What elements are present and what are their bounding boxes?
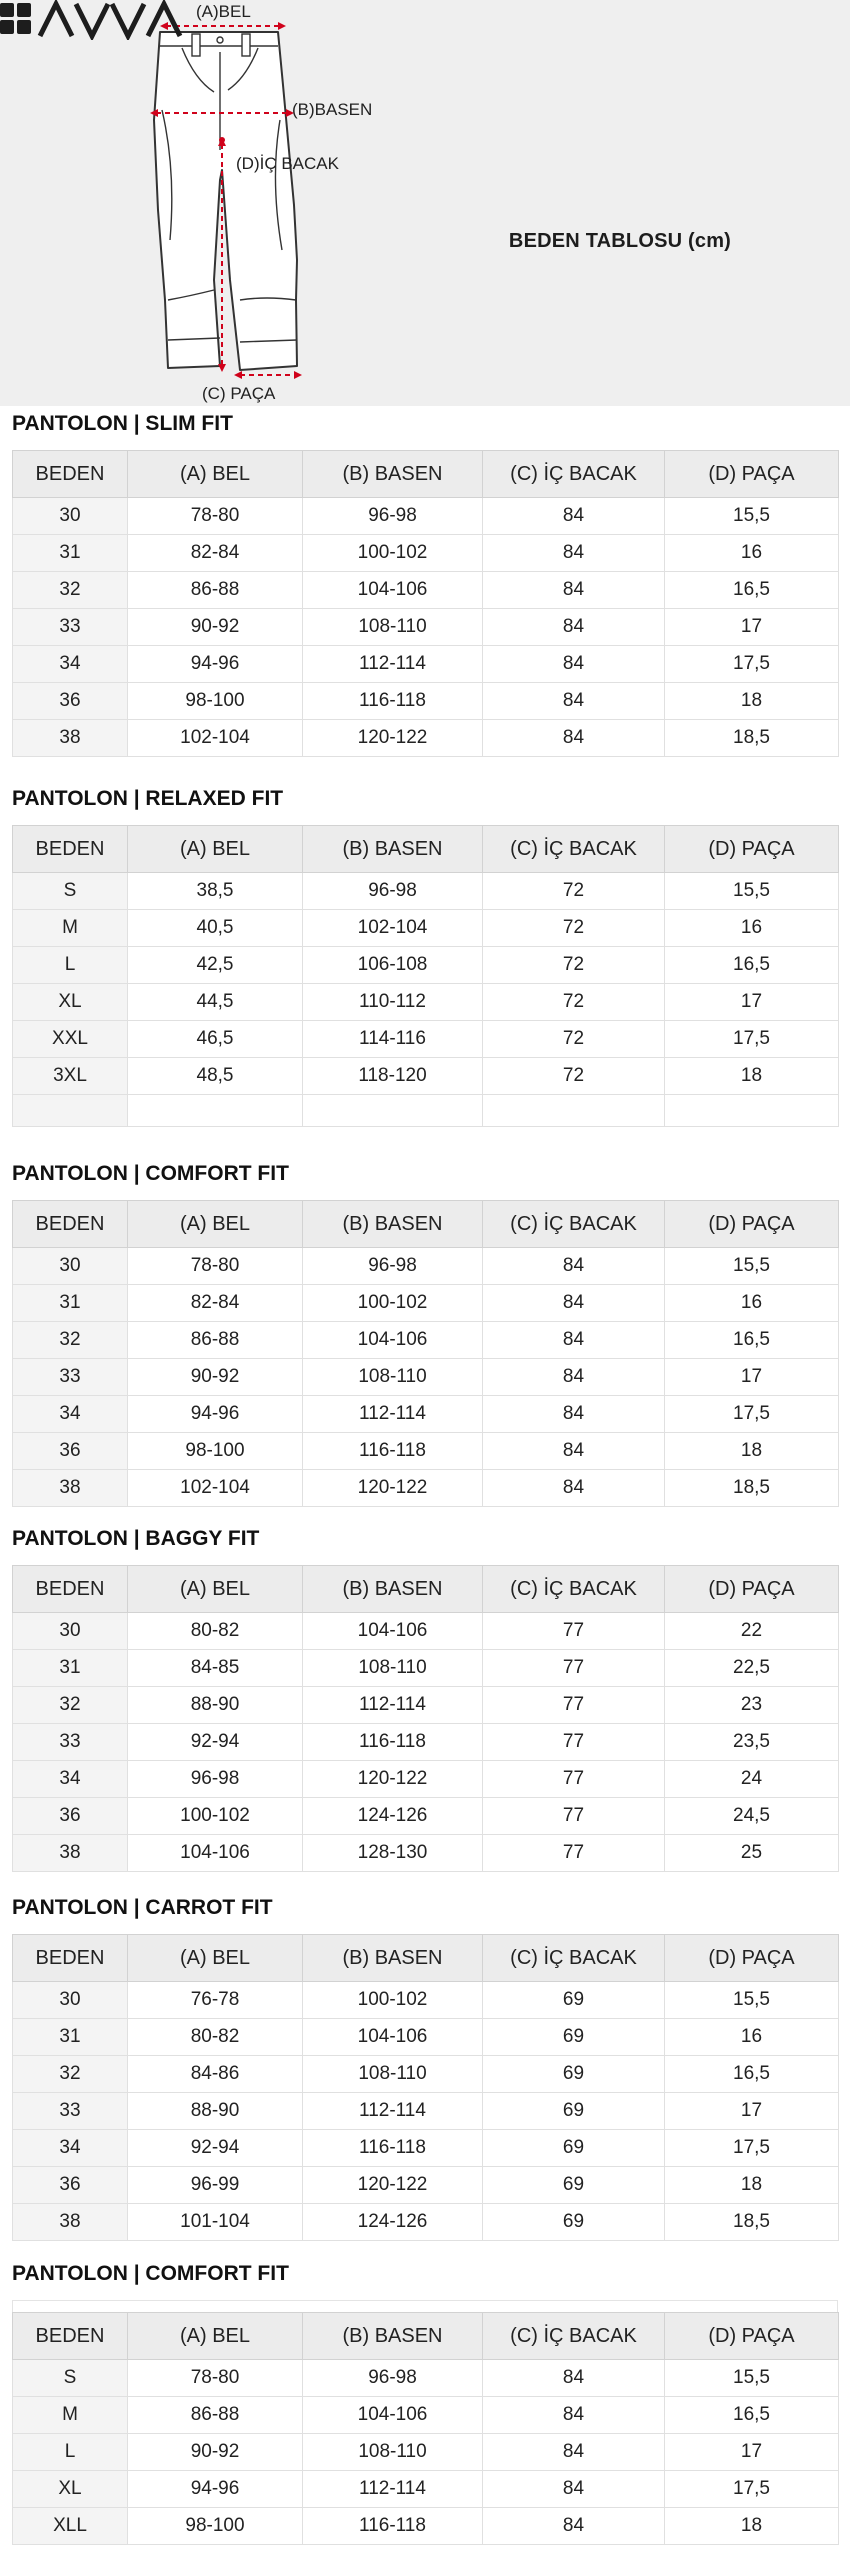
measurement-cell: 100-102 <box>303 535 483 572</box>
measurement-cell: 84 <box>483 1285 665 1322</box>
measurement-cell: 23 <box>665 1687 839 1724</box>
measurement-cell: 98-100 <box>128 1433 303 1470</box>
measurement-cell: 108-110 <box>303 609 483 646</box>
column-header: (B) BASEN <box>303 1935 483 1982</box>
size-cell: 31 <box>13 1285 128 1322</box>
measurement-cell: 120-122 <box>303 720 483 757</box>
table-row <box>13 984 839 1021</box>
size-cell: 36 <box>13 1433 128 1470</box>
measurement-cell: 18,5 <box>665 720 839 757</box>
table-row <box>13 1687 839 1724</box>
table-header-row <box>13 2313 839 2360</box>
table-row <box>13 1058 839 1095</box>
waist-label: (A)BEL <box>196 2 251 21</box>
table-header-row <box>13 451 839 498</box>
measurement-cell: 18,5 <box>665 2204 839 2241</box>
table-row <box>13 1433 839 1470</box>
measurement-cell: 77 <box>483 1835 665 1872</box>
measurement-cell: 24 <box>665 1761 839 1798</box>
measurement-cell: 72 <box>483 947 665 984</box>
measurement-cell: 88-90 <box>128 2093 303 2130</box>
column-header: (C) İÇ BACAK <box>483 1935 665 1982</box>
measurement-cell: 90-92 <box>128 1359 303 1396</box>
column-header: (D) PAÇA <box>665 1935 839 1982</box>
table-row <box>13 1982 839 2019</box>
measurement-cell: 106-108 <box>303 947 483 984</box>
measurement-cell: 108-110 <box>303 1650 483 1687</box>
measurement-cell: 69 <box>483 2130 665 2167</box>
measurement-cell: 72 <box>483 1021 665 1058</box>
size-table-comfort-fit-letter <box>12 2312 839 2545</box>
size-cell: 30 <box>13 1613 128 1650</box>
measurement-cell: 84 <box>483 1248 665 1285</box>
measurement-cell: 104-106 <box>303 2019 483 2056</box>
column-header: (D) PAÇA <box>665 826 839 873</box>
measurement-cell: 15,5 <box>665 498 839 535</box>
size-table-slim-fit <box>12 450 839 757</box>
measurement-cell: 112-114 <box>303 1396 483 1433</box>
size-cell: 33 <box>13 1724 128 1761</box>
measurement-cell: 84 <box>483 1433 665 1470</box>
table-row <box>13 1724 839 1761</box>
size-cell: 36 <box>13 2167 128 2204</box>
size-cell: 33 <box>13 1359 128 1396</box>
size-cell: 34 <box>13 1761 128 1798</box>
measurement-cell: 69 <box>483 2056 665 2093</box>
measurement-cell: 104-106 <box>303 2397 483 2434</box>
measurement-cell: 17 <box>665 2093 839 2130</box>
size-cell: L <box>13 2434 128 2471</box>
measurement-cell: 16 <box>665 1285 839 1322</box>
measurement-cell: 84 <box>483 609 665 646</box>
size-cell: 36 <box>13 1798 128 1835</box>
measurement-cell: 18 <box>665 2508 839 2545</box>
measurement-cell: 17 <box>665 2434 839 2471</box>
measurement-cell: 15,5 <box>665 1248 839 1285</box>
measurement-cell: 77 <box>483 1761 665 1798</box>
table-row <box>13 873 839 910</box>
measurement-cell: 96-98 <box>303 873 483 910</box>
column-header: (B) BASEN <box>303 1566 483 1613</box>
column-header: (A) BEL <box>128 1935 303 1982</box>
measurement-cell: 17 <box>665 1359 839 1396</box>
measurement-cell: 84 <box>483 720 665 757</box>
measurement-cell: 96-98 <box>303 2360 483 2397</box>
measurement-cell: 94-96 <box>128 2471 303 2508</box>
table-row <box>13 2019 839 2056</box>
column-header: (A) BEL <box>128 1566 303 1613</box>
measurement-cell: 116-118 <box>303 1724 483 1761</box>
measurement-cell: 100-102 <box>303 1982 483 2019</box>
column-header: (B) BASEN <box>303 451 483 498</box>
size-cell: L <box>13 947 128 984</box>
measurement-cell: 102-104 <box>128 1470 303 1507</box>
column-header: (A) BEL <box>128 1201 303 1248</box>
measurement-cell: 80-82 <box>128 1613 303 1650</box>
measurement-cell: 16,5 <box>665 2397 839 2434</box>
column-header: BEDEN <box>13 826 128 873</box>
measurement-cell: 84 <box>483 646 665 683</box>
table-row <box>13 2093 839 2130</box>
measurement-cell: 22 <box>665 1613 839 1650</box>
table-row <box>13 646 839 683</box>
table-row <box>13 2130 839 2167</box>
measurement-cell: 17,5 <box>665 1396 839 1433</box>
column-header: (C) İÇ BACAK <box>483 451 665 498</box>
measurement-cell: 84 <box>483 535 665 572</box>
measurement-cell: 98-100 <box>128 683 303 720</box>
column-header: (D) PAÇA <box>665 451 839 498</box>
column-header: (C) İÇ BACAK <box>483 2313 665 2360</box>
measurement-cell: 38,5 <box>128 873 303 910</box>
measurement-cell: 76-78 <box>128 1982 303 2019</box>
measurement-cell: 86-88 <box>128 1322 303 1359</box>
measurement-cell: 17,5 <box>665 2130 839 2167</box>
measurement-cell: 102-104 <box>128 720 303 757</box>
measurement-cell: 18,5 <box>665 1470 839 1507</box>
measurement-cell: 72 <box>483 910 665 947</box>
size-table-title: BEDEN TABLOSU (cm) <box>508 230 732 252</box>
table-row <box>13 572 839 609</box>
measurement-cell: 42,5 <box>128 947 303 984</box>
measurement-cell: 16,5 <box>665 2056 839 2093</box>
table-row <box>13 535 839 572</box>
table-title-relaxed-fit: PANTOLON | RELAXED FIT <box>12 787 284 810</box>
column-header: (A) BEL <box>128 2313 303 2360</box>
measurement-cell: 78-80 <box>128 498 303 535</box>
measurement-cell: 124-126 <box>303 1798 483 1835</box>
table-header-row <box>13 826 839 873</box>
size-cell: 32 <box>13 2056 128 2093</box>
table-title-comfort-fit: PANTOLON | COMFORT FIT <box>12 1162 289 1185</box>
measurement-cell: 18 <box>665 2167 839 2204</box>
measurement-cell: 44,5 <box>128 984 303 1021</box>
measurement-cell: 78-80 <box>128 1248 303 1285</box>
size-cell: 32 <box>13 1322 128 1359</box>
measurement-cell: 72 <box>483 873 665 910</box>
measurement-cell: 84 <box>483 2397 665 2434</box>
measurement-cell: 100-102 <box>128 1798 303 1835</box>
measurement-cell: 88-90 <box>128 1687 303 1724</box>
measurement-cell: 96-99 <box>128 2167 303 2204</box>
size-cell: XL <box>13 984 128 1021</box>
measurement-cell: 102-104 <box>303 910 483 947</box>
measurement-cell: 112-114 <box>303 2093 483 2130</box>
table-header-row <box>13 1935 839 1982</box>
table-row <box>13 1798 839 1835</box>
size-cell: 38 <box>13 1835 128 1872</box>
measurement-cell: 72 <box>483 984 665 1021</box>
size-cell: 32 <box>13 1687 128 1724</box>
measurement-cell: 77 <box>483 1650 665 1687</box>
column-header: (B) BASEN <box>303 1201 483 1248</box>
table-row <box>13 1359 839 1396</box>
measurement-cell <box>483 1095 665 1127</box>
table-header-row <box>13 1201 839 1248</box>
inseam-label: (D)İÇ BACAK <box>236 154 339 173</box>
size-cell: 33 <box>13 609 128 646</box>
size-cell: 31 <box>13 2019 128 2056</box>
measurement-cell: 17 <box>665 609 839 646</box>
table-row <box>13 1613 839 1650</box>
measurement-cell <box>128 1095 303 1127</box>
measurement-cell: 104-106 <box>303 1322 483 1359</box>
measurement-cell: 82-84 <box>128 535 303 572</box>
measurement-cell: 23,5 <box>665 1724 839 1761</box>
table-row <box>13 2434 839 2471</box>
avva-logo <box>0 0 200 40</box>
measurement-cell: 84 <box>483 683 665 720</box>
measurement-cell: 112-114 <box>303 646 483 683</box>
measurement-cell: 46,5 <box>128 1021 303 1058</box>
measurement-cell: 69 <box>483 1982 665 2019</box>
size-cell: 34 <box>13 1396 128 1433</box>
table-row <box>13 498 839 535</box>
measurement-cell: 84 <box>483 1396 665 1433</box>
measurement-cell: 92-94 <box>128 2130 303 2167</box>
table-row <box>13 2167 839 2204</box>
table-row <box>13 2056 839 2093</box>
table-row <box>13 609 839 646</box>
table-row <box>13 2397 839 2434</box>
size-cell: 31 <box>13 535 128 572</box>
hip-label: (B)BASEN <box>292 100 373 119</box>
table-title-carrot-fit: PANTOLON | CARROT FIT <box>12 1896 273 1919</box>
measurement-cell: 18 <box>665 1433 839 1470</box>
measurement-cell: 104-106 <box>303 572 483 609</box>
measurement-cell: 77 <box>483 1798 665 1835</box>
column-header: (A) BEL <box>128 826 303 873</box>
table-title-slim-fit: PANTOLON | SLIM FIT <box>12 412 233 435</box>
measurement-cell: 94-96 <box>128 1396 303 1433</box>
measurement-cell: 80-82 <box>128 2019 303 2056</box>
measurement-cell: 116-118 <box>303 1433 483 1470</box>
size-table-comfort-fit <box>12 1200 839 1507</box>
measurement-cell: 25 <box>665 1835 839 1872</box>
measurement-cell: 18 <box>665 1058 839 1095</box>
measurement-cell: 98-100 <box>128 2508 303 2545</box>
size-cell: M <box>13 910 128 947</box>
measurement-cell: 104-106 <box>303 1613 483 1650</box>
measurement-cell: 96-98 <box>303 498 483 535</box>
measurement-cell: 82-84 <box>128 1285 303 1322</box>
measurement-cell: 16 <box>665 2019 839 2056</box>
measurement-cell: 124-126 <box>303 2204 483 2241</box>
measurement-cell: 69 <box>483 2093 665 2130</box>
size-cell: 33 <box>13 2093 128 2130</box>
measurement-cell <box>665 1095 839 1127</box>
measurement-cell: 104-106 <box>128 1835 303 1872</box>
measurement-cell: 84-86 <box>128 2056 303 2093</box>
measurement-cell: 90-92 <box>128 2434 303 2471</box>
column-header: (D) PAÇA <box>665 1566 839 1613</box>
measurement-cell: 108-110 <box>303 2056 483 2093</box>
measurement-cell: 90-92 <box>128 609 303 646</box>
measurement-cell: 116-118 <box>303 683 483 720</box>
measurement-cell: 40,5 <box>128 910 303 947</box>
table-row <box>13 2360 839 2397</box>
measurement-cell: 84 <box>483 2508 665 2545</box>
measurement-cell: 96-98 <box>128 1761 303 1798</box>
measurement-cell: 72 <box>483 1058 665 1095</box>
measurement-cell: 16,5 <box>665 1322 839 1359</box>
size-cell: 3XL <box>13 1058 128 1095</box>
measurement-cell: 84 <box>483 1359 665 1396</box>
column-header: (B) BASEN <box>303 2313 483 2360</box>
size-cell: 31 <box>13 1650 128 1687</box>
measurement-cell: 84 <box>483 572 665 609</box>
measurement-cell: 77 <box>483 1687 665 1724</box>
measurement-cell: 92-94 <box>128 1724 303 1761</box>
size-cell: 38 <box>13 2204 128 2241</box>
measurement-cell: 94-96 <box>128 646 303 683</box>
size-cell: 30 <box>13 498 128 535</box>
size-cell: 30 <box>13 1982 128 2019</box>
measurement-cell: 112-114 <box>303 2471 483 2508</box>
measurement-cell: 118-120 <box>303 1058 483 1095</box>
measurement-cell: 86-88 <box>128 2397 303 2434</box>
measurement-cell: 110-112 <box>303 984 483 1021</box>
measurement-cell: 16,5 <box>665 572 839 609</box>
table-row <box>13 1248 839 1285</box>
measurement-cell: 84-85 <box>128 1650 303 1687</box>
measurement-cell: 16 <box>665 535 839 572</box>
measurement-cell: 86-88 <box>128 572 303 609</box>
measurement-cell: 120-122 <box>303 1470 483 1507</box>
column-header: (C) İÇ BACAK <box>483 1201 665 1248</box>
table-row <box>13 1285 839 1322</box>
measurement-cell: 22,5 <box>665 1650 839 1687</box>
measurement-cell: 15,5 <box>665 873 839 910</box>
measurement-cell: 84 <box>483 1470 665 1507</box>
measurement-cell: 77 <box>483 1613 665 1650</box>
table-title-comfort-fit-letter: PANTOLON | COMFORT FIT <box>12 2262 289 2285</box>
column-header: (C) İÇ BACAK <box>483 1566 665 1613</box>
measurement-cell: 18 <box>665 683 839 720</box>
measurement-cell: 69 <box>483 2019 665 2056</box>
measurement-cell: 101-104 <box>128 2204 303 2241</box>
measurement-cell: 84 <box>483 2360 665 2397</box>
measurement-cell: 128-130 <box>303 1835 483 1872</box>
measurement-cell: 120-122 <box>303 2167 483 2204</box>
table-row <box>13 1470 839 1507</box>
size-cell: 38 <box>13 720 128 757</box>
size-guide-header <box>0 0 850 406</box>
measurement-cell: 108-110 <box>303 2434 483 2471</box>
size-cell: S <box>13 2360 128 2397</box>
measurement-cell: 77 <box>483 1724 665 1761</box>
measurement-cell: 84 <box>483 2434 665 2471</box>
table-row <box>13 1396 839 1433</box>
size-cell: XXL <box>13 1021 128 1058</box>
measurement-cell: 116-118 <box>303 2130 483 2167</box>
size-cell: XL <box>13 2471 128 2508</box>
table-top-strip <box>12 2300 838 2312</box>
size-cell: S <box>13 873 128 910</box>
column-header: BEDEN <box>13 1201 128 1248</box>
measurement-cell: 84 <box>483 498 665 535</box>
measurement-cell: 84 <box>483 1322 665 1359</box>
column-header: (C) İÇ BACAK <box>483 826 665 873</box>
column-header: BEDEN <box>13 1566 128 1613</box>
measurement-cell: 24,5 <box>665 1798 839 1835</box>
size-table-baggy-fit <box>12 1565 839 1872</box>
measurement-cell: 17,5 <box>665 646 839 683</box>
measurement-cell: 108-110 <box>303 1359 483 1396</box>
table-row <box>13 910 839 947</box>
size-cell: 30 <box>13 1248 128 1285</box>
size-cell: 36 <box>13 683 128 720</box>
measurement-cell: 15,5 <box>665 1982 839 2019</box>
measurement-cell: 16 <box>665 910 839 947</box>
size-table-carrot-fit <box>12 1934 839 2241</box>
measurement-cell: 100-102 <box>303 1285 483 1322</box>
measurement-cell: 116-118 <box>303 2508 483 2545</box>
column-header: BEDEN <box>13 1935 128 1982</box>
table-row <box>13 1650 839 1687</box>
trousers-measurement-diagram <box>0 0 850 406</box>
table-row <box>13 2204 839 2241</box>
column-header: (D) PAÇA <box>665 1201 839 1248</box>
size-cell: 34 <box>13 2130 128 2167</box>
table-row <box>13 1021 839 1058</box>
measurement-cell: 96-98 <box>303 1248 483 1285</box>
table-row <box>13 2471 839 2508</box>
table-row <box>13 683 839 720</box>
column-header: (B) BASEN <box>303 826 483 873</box>
measurement-cell: 17,5 <box>665 2471 839 2508</box>
measurement-cell: 84 <box>483 2471 665 2508</box>
measurement-cell: 15,5 <box>665 2360 839 2397</box>
measurement-cell: 48,5 <box>128 1058 303 1095</box>
size-cell: XLL <box>13 2508 128 2545</box>
hem-label: (C) PAÇA <box>202 384 276 403</box>
measurement-cell: 114-116 <box>303 1021 483 1058</box>
size-cell: 34 <box>13 646 128 683</box>
column-header: (A) BEL <box>128 451 303 498</box>
column-header: (D) PAÇA <box>665 2313 839 2360</box>
measurement-cell: 78-80 <box>128 2360 303 2397</box>
measurement-cell <box>303 1095 483 1127</box>
table-row <box>13 1322 839 1359</box>
table-row <box>13 1095 839 1127</box>
table-header-row <box>13 1566 839 1613</box>
measurement-cell: 17,5 <box>665 1021 839 1058</box>
column-header: BEDEN <box>13 2313 128 2360</box>
measurement-cell: 16,5 <box>665 947 839 984</box>
size-cell: M <box>13 2397 128 2434</box>
measurement-cell: 69 <box>483 2204 665 2241</box>
table-title-baggy-fit: PANTOLON | BAGGY FIT <box>12 1527 260 1550</box>
table-row <box>13 947 839 984</box>
size-cell: 38 <box>13 1470 128 1507</box>
table-row <box>13 2508 839 2545</box>
size-cell <box>13 1095 128 1127</box>
measurement-cell: 120-122 <box>303 1761 483 1798</box>
measurement-cell: 112-114 <box>303 1687 483 1724</box>
size-cell: 32 <box>13 572 128 609</box>
column-header: BEDEN <box>13 451 128 498</box>
table-row <box>13 1761 839 1798</box>
measurement-cell: 17 <box>665 984 839 1021</box>
table-row <box>13 1835 839 1872</box>
size-table-relaxed-fit <box>12 825 839 1127</box>
table-row <box>13 720 839 757</box>
measurement-cell: 69 <box>483 2167 665 2204</box>
